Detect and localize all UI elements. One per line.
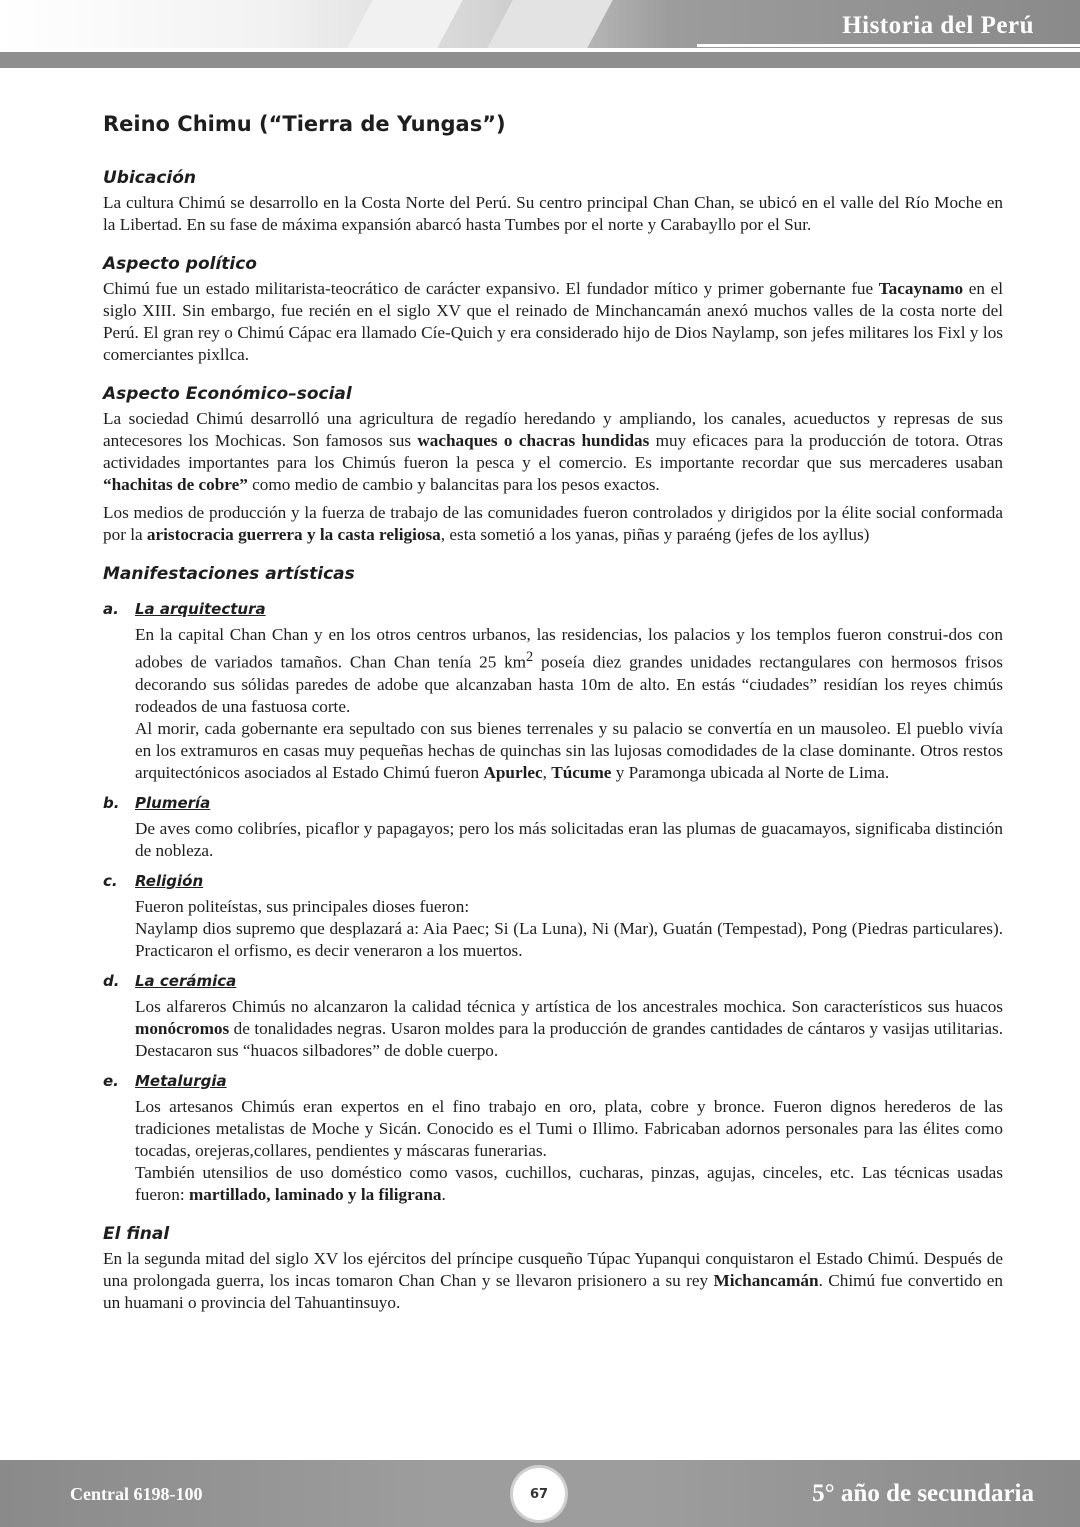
paragraph	[135, 624, 1003, 718]
bold-term: martillado, laminado y la filigrana	[188, 1184, 442, 1204]
paragraph: Fueron politeístas, sus principales dioses fueron:	[135, 896, 470, 916]
bold-term: aristocracia guerrera y la casta religiosa	[146, 525, 441, 544]
paragraph	[103, 408, 1003, 496]
paragraph	[103, 1248, 1003, 1314]
list-marker: b.	[103, 793, 120, 812]
section-heading: Aspecto Económico–social	[103, 384, 352, 404]
item-title: La arquitectura	[135, 600, 266, 618]
text-run: como medio de cambio y balancitas para los pesos exactos.	[247, 475, 660, 494]
text-run: También utensilios de uso doméstico como vasos, cuchillos, cucharas, pinzas, agujas, cinceles, etc. Las técnicas usadas fueron:	[135, 1162, 1003, 1204]
section-el-final	[103, 1224, 1003, 1314]
section-manifestaciones	[103, 564, 1003, 1206]
bold-term: Apurlec	[483, 762, 543, 782]
text-run: , esta sometió a los yanas, piñas y paraéng (jefes de los ayllus)	[440, 525, 870, 544]
paragraph: Los artesanos Chimús eran expertos en el fino trabajo en oro, plata, cobre y bronce. Fueron dignos herederos de las tradiciones metalistas de Moche y Sicán. Conocido es el Tumi o Illimo. Fabricaban adornos personales para las élites como tocadas, orejeras,collares, pendientes y máscaras funerarias.	[135, 1096, 1003, 1160]
bold-term: Tacaynamo	[878, 279, 964, 298]
text-run: . Chimú fue convertido en un huamani o provincia del Tahuantinsuyo.	[103, 1270, 1004, 1312]
section-heading: Manifestaciones artísticas	[103, 564, 355, 584]
item-title: La cerámica	[135, 971, 237, 990]
list-marker: c.	[103, 871, 118, 890]
list-item-arquitectura	[103, 598, 1003, 784]
item-title: Plumería	[135, 793, 211, 812]
paragraph	[135, 718, 1003, 784]
text-run: Los alfareros Chimús no alcanzaron la calidad técnica y artística de los ancestrales mochica. Son característicos sus huacos	[135, 996, 1003, 1016]
list-marker: d.	[103, 971, 120, 990]
paragraph: La cultura Chimú se desarrollo en la Costa Norte del Perú. Su centro principal Chan Chan, se ubicó en el valle del Río Moche en la Libertad. En su fase de máxima expansión abarcó hasta Tumbes por el norte y Carabayllo por el Sur.	[103, 193, 1003, 234]
page-footer	[0, 1460, 1080, 1527]
list-item-plumeria	[103, 792, 1003, 862]
text-run: .	[441, 1184, 446, 1204]
text-run: muy eficaces para la producción de totora. Otras actividades importantes para los Chimús fueron la pesca y el comercio. Es importante recordar que sus mercaderes usaban	[103, 431, 1003, 472]
list-item-religion	[103, 870, 1003, 962]
book-title: Historia del Perú	[842, 12, 1034, 39]
item-title: Metalurgia	[135, 1071, 227, 1090]
paragraph	[103, 502, 1003, 546]
page-title: Reino Chimu (“Tierra de Yungas”)	[103, 112, 506, 136]
text-run: En la capital Chan Chan y en los otros centros urbanos, las residencias, los palacios y los templos fueron construi-dos con adobes de variados tamaños. Chan Chan tenía 25 km	[135, 625, 1003, 672]
list-item-metalurgia	[103, 1070, 1003, 1206]
paragraph	[135, 996, 1003, 1062]
text-run: La sociedad Chimú desarrolló una agricultura de regadío heredando y ampliando, los canales, acueductos y represas de sus antecesores los Mochicas. Son famosos sus	[103, 409, 1003, 450]
bold-term: monócromos	[135, 1018, 230, 1038]
text-run: Al morir, cada gobernante era sepultado con sus bienes terrenales y su palacio se convertía en un mausoleo. El pueblo vivía en los extramuros en casas muy pequeñas hechas de quinchas sin las lujosas comodidades de la clase dominante. Otros restos arquitectónicos asociados al Estado Chimú fueron	[135, 718, 1003, 782]
text-run: en el siglo XIII. Sin embargo, fue recién en el siglo XV que el reinado de Minchancamán anexó muchos valles de la costa norte del Perú. El gran rey o Chimú Cápac era llamado Cíe-Quich y era considerado hijo de Dios Naylamp, son jefes militares los Fixl y los comerciantes pixllca.	[103, 279, 1003, 364]
paragraph	[103, 278, 1003, 366]
footer-phone: Central 6198-100	[70, 1484, 203, 1504]
manifestaciones-list	[103, 598, 1003, 1206]
section-aspecto-politico	[103, 254, 1003, 366]
text-run: poseía diez grandes unidades rectangulares con hermosos frisos decorando sus sólidas paredes de adobe que alcanzaban hasta 10m de alto. En estás “ciudades” residían los reyes chimús rodeados de una fastuosa corte.	[135, 652, 1003, 716]
paragraph: Naylamp dios supremo que desplazará a: Aia Paec; Si (La Luna), Ni (Mar), Guatán (Tempestad), Pong (Piedras particulares). Practicaron el orfismo, es decir veneraron a los muertos.	[135, 918, 1003, 960]
page-content	[103, 112, 1003, 1332]
item-title: Religión	[135, 871, 204, 890]
bold-term: wachaques o chacras hundidas	[417, 431, 650, 450]
list-item-ceramica	[103, 970, 1003, 1062]
header-underline	[697, 44, 1080, 47]
section-heading: Aspecto político	[103, 254, 257, 274]
page-number: 67	[529, 1486, 549, 1502]
bold-term: Michancamán	[713, 1270, 819, 1290]
section-heading: El final	[103, 1223, 170, 1244]
bold-term: “hachitas de cobre”	[103, 475, 248, 494]
header-bar	[0, 52, 1080, 68]
list-marker: e.	[103, 1071, 119, 1090]
footer-grade: 5° año de secundaria	[812, 1480, 1034, 1507]
page-header	[0, 0, 1080, 68]
paragraph	[135, 1162, 1003, 1206]
bold-term: Túcume	[551, 762, 612, 782]
text-run: de tonalidades negras. Usaron moldes para la producción de grandes cantidades de cántaros y vasijas utilitarias. Destacaron sus “huacos silbadores” de doble cuerpo.	[135, 1018, 1003, 1060]
section-heading: Ubicación	[103, 168, 197, 188]
text-run: Chimú fue un estado militarista-teocrático de carácter expansivo. El fundador mítico y primer gobernante fue	[103, 279, 879, 298]
superscript: 2	[526, 649, 534, 665]
list-marker: a.	[103, 600, 119, 618]
text-run: ,	[542, 762, 552, 782]
text-run: En la segunda mitad del siglo XV los ejércitos del príncipe cusqueño Túpac Yupanqui conquistaron el Estado Chimú. Después de una prolongada guerra, los incas tomaron Chan Chan y se llevaron prisionero a su rey	[103, 1248, 1003, 1290]
text-run: y Paramonga ubicada al Norte de Lima.	[611, 762, 890, 782]
section-aspecto-economico	[103, 384, 1003, 546]
text-run: Los medios de producción y la fuerza de trabajo de las comunidades fueron controlados y dirigidos por la élite social conformada por la	[103, 503, 1003, 544]
paragraph: De aves como colibríes, picaflor y papagayos; pero los más solicitadas eran las plumas de guacamayos, significaba distinción de nobleza.	[135, 818, 1003, 860]
section-ubicacion	[103, 168, 1003, 236]
page-number-badge	[513, 1468, 565, 1520]
